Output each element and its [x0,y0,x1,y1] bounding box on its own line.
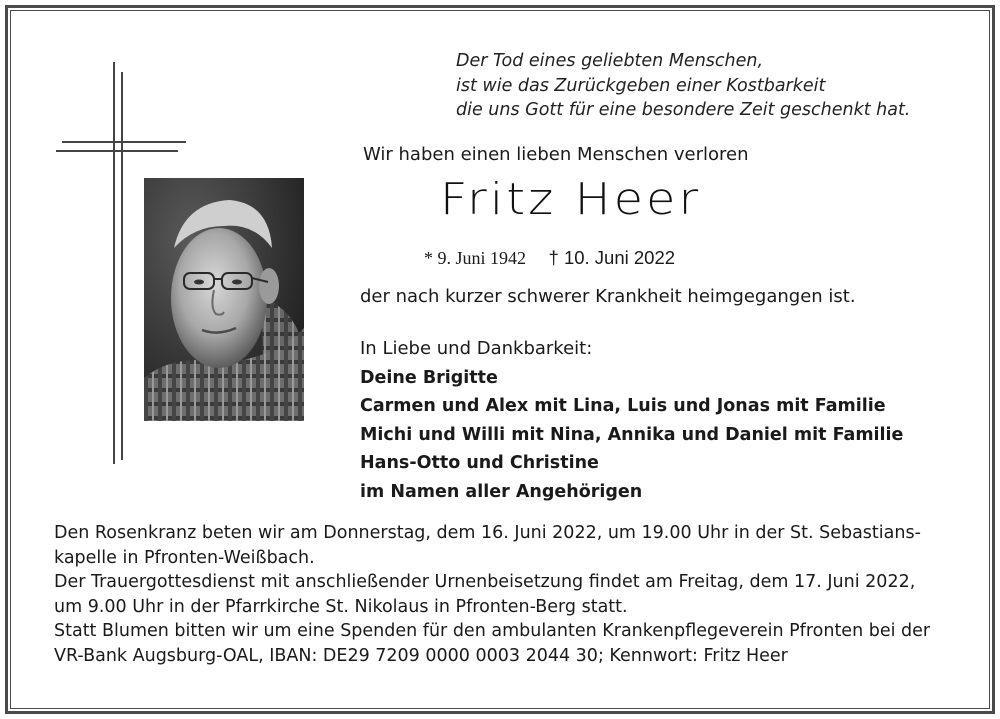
mourner-name: Deine Brigitte [360,367,498,388]
mourner-name: Michi und Willi mit Nina, Annika und Daniel mit Familie [360,424,904,445]
passed-text: der nach kurzer schwerer Krankheit heimgegangen ist. [360,286,856,307]
info-line: Der Trauergottesdienst mit anschließender Urnenbeisetzung findet am Freitag, dem 17. Juni 2022, [54,572,916,593]
mourner-name: im Namen aller Angehörigen [360,481,643,502]
mourners-block [360,335,903,506]
poem-line: Der Tod eines geliebten Menschen, [456,51,764,71]
portrait-photo [144,178,304,421]
mourner-name: Hans-Otto und Christine [360,453,599,473]
life-dates [424,247,675,269]
info-line: kapelle in Pfronten-Weißbach. [54,547,315,568]
info-line: Statt Blumen bitten wir um eine Spenden für den ambulanten Krankenpflegeverein Pfronten bei der [54,621,931,642]
mourners-heading: In Liebe und Dankbarkeit: [360,338,593,359]
poem [456,49,910,123]
mourner-name: Carmen und Alex mit Lina, Luis und Jonas mit Familie [360,396,886,416]
poem-line: die uns Gott für eine besondere Zeit geschenkt hat. [456,100,911,120]
deceased-name: Fritz Heer [440,174,702,225]
death-date: † 10. Juni 2022 [548,247,676,268]
info-line: um 9.00 Uhr in der Pfarrkirche St. Nikolaus in Pfronten-Berg statt. [54,596,628,617]
service-info [54,521,974,669]
info-line: VR-Bank Augsburg-OAL, IBAN: DE29 7209 0000 0003 2044 30; Kennwort: Fritz Heer [54,645,788,666]
info-line: Den Rosenkranz beten wir am Donnerstag, dem 16. Juni 2022, um 19.00 Uhr in der St. Sebastians- [54,523,921,543]
intro-text: Wir haben einen lieben Menschen verloren [363,144,749,165]
birth-date: * 9. Juni 1942 [424,248,527,268]
poem-line: ist wie das Zurückgeben einer Kostbarkeit [456,75,826,96]
